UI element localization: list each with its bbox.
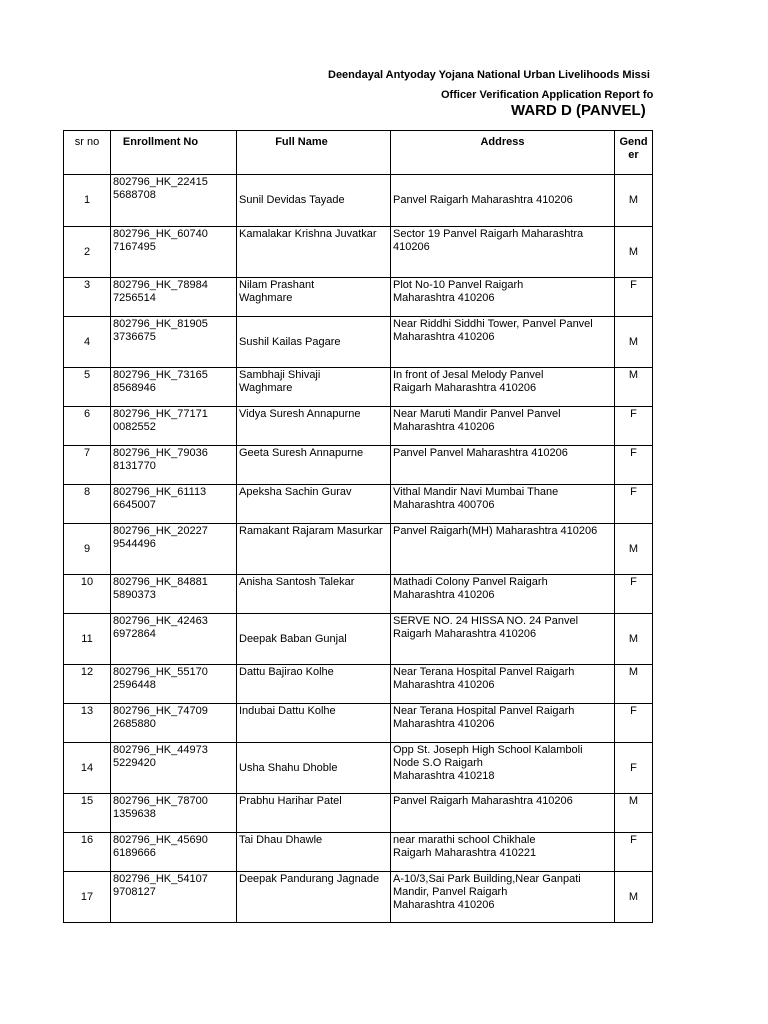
gender-cell: M: [615, 614, 653, 665]
table-row: [64, 833, 653, 872]
enrollment-no-cell: 802796_HK_81905 3736675: [111, 317, 237, 368]
enrollment-no-cell: 802796_HK_78984 7256514: [111, 278, 237, 317]
table-row: [64, 175, 653, 227]
gender-cell: F: [615, 278, 653, 317]
column-header-enrollment-no: Enrollment No: [111, 131, 237, 175]
sr-no-cell: 17: [64, 872, 111, 923]
table-row: [64, 317, 653, 368]
table-row: [64, 704, 653, 743]
ward-heading: WARD D (PANVEL): [511, 102, 646, 119]
full-name-cell: Dattu Bajirao Kolhe: [237, 665, 391, 704]
table-row: [64, 368, 653, 407]
full-name-cell: Deepak Baban Gunjal: [237, 614, 391, 665]
gender-cell: F: [615, 704, 653, 743]
address-cell: Near Riddhi Siddhi Tower, Panvel Panvel Maharashtra 410206: [391, 317, 615, 368]
full-name-cell: Geeta Suresh Annapurne: [237, 446, 391, 485]
enrollment-no-cell: 802796_HK_44973 5229420: [111, 743, 237, 794]
enrollment-no-cell: 802796_HK_54107 9708127: [111, 872, 237, 923]
enrollment-no-cell: 802796_HK_20227 9544496: [111, 524, 237, 575]
table-row: [64, 227, 653, 278]
gender-cell: M: [615, 175, 653, 227]
address-cell: Opp St. Joseph High School Kalamboli Node S.O Raigarh Maharashtra 410218: [391, 743, 615, 794]
full-name-cell: Apeksha Sachin Gurav: [237, 485, 391, 524]
address-cell: Mathadi Colony Panvel Raigarh Maharashtra 410206: [391, 575, 615, 614]
sr-no-cell: 4: [64, 317, 111, 368]
address-cell: Panvel Raigarh Maharashtra 410206: [391, 175, 615, 227]
column-header-gender: Gend er: [615, 131, 653, 175]
gender-cell: M: [615, 317, 653, 368]
address-cell: near marathi school Chikhale Raigarh Maharashtra 410221: [391, 833, 615, 872]
enrollment-no-cell: 802796_HK_61113 6645007: [111, 485, 237, 524]
table-row: [64, 407, 653, 446]
table-header-row: [64, 131, 653, 175]
sr-no-cell: 6: [64, 407, 111, 446]
address-cell: Vithal Mandir Navi Mumbai Thane Maharashtra 400706: [391, 485, 615, 524]
address-cell: Near Terana Hospital Panvel Raigarh Maharashtra 410206: [391, 704, 615, 743]
full-name-cell: Anisha Santosh Talekar: [237, 575, 391, 614]
gender-cell: M: [615, 665, 653, 704]
enrollment-no-cell: 802796_HK_74709 2685880: [111, 704, 237, 743]
full-name-cell: Usha Shahu Dhoble: [237, 743, 391, 794]
gender-cell: F: [615, 446, 653, 485]
report-subtitle: Officer Verification Application Report fo: [441, 89, 654, 101]
address-cell: A-10/3,Sai Park Building,Near Ganpati Mandir, Panvel Raigarh Maharashtra 410206: [391, 872, 615, 923]
column-header-sr-no: sr no: [64, 131, 111, 175]
sr-no-cell: 5: [64, 368, 111, 407]
enrollment-no-cell: 802796_HK_77171 0082552: [111, 407, 237, 446]
gender-cell: M: [615, 227, 653, 278]
sr-no-cell: 16: [64, 833, 111, 872]
sr-no-cell: 3: [64, 278, 111, 317]
sr-no-cell: 7: [64, 446, 111, 485]
sr-no-cell: 13: [64, 704, 111, 743]
gender-cell: F: [615, 743, 653, 794]
enrollment-no-cell: 802796_HK_84881 5890373: [111, 575, 237, 614]
full-name-cell: Kamalakar Krishna Juvatkar: [237, 227, 391, 278]
full-name-cell: Deepak Pandurang Jagnade: [237, 872, 391, 923]
sr-no-cell: 9: [64, 524, 111, 575]
full-name-cell: Vidya Suresh Annapurne: [237, 407, 391, 446]
enrollment-no-cell: 802796_HK_60740 7167495: [111, 227, 237, 278]
gender-cell: M: [615, 524, 653, 575]
address-cell: SERVE NO. 24 HISSA NO. 24 Panvel Raigarh Maharashtra 410206: [391, 614, 615, 665]
full-name-cell: Ramakant Rajaram Masurkar: [237, 524, 391, 575]
gender-cell: M: [615, 872, 653, 923]
gender-cell: F: [615, 407, 653, 446]
column-header-full-name: Full Name: [237, 131, 391, 175]
gender-cell: F: [615, 575, 653, 614]
table-row: [64, 446, 653, 485]
enrollment-no-cell: 802796_HK_22415 5688708: [111, 175, 237, 227]
enrollment-no-cell: 802796_HK_73165 8568946: [111, 368, 237, 407]
full-name-cell: Indubai Dattu Kolhe: [237, 704, 391, 743]
table-row: [64, 485, 653, 524]
sr-no-cell: 12: [64, 665, 111, 704]
enrollment-no-cell: 802796_HK_45690 6189666: [111, 833, 237, 872]
table-row: [64, 524, 653, 575]
enrollment-no-cell: 802796_HK_42463 6972864: [111, 614, 237, 665]
table-row: [64, 794, 653, 833]
table-row: [64, 575, 653, 614]
sr-no-cell: 10: [64, 575, 111, 614]
address-cell: In front of Jesal Melody Panvel Raigarh Maharashtra 410206: [391, 368, 615, 407]
address-cell: Plot No-10 Panvel Raigarh Maharashtra 410206: [391, 278, 615, 317]
full-name-cell: Prabhu Harihar Patel: [237, 794, 391, 833]
enrollment-no-cell: 802796_HK_79036 8131770: [111, 446, 237, 485]
full-name-cell: Tai Dhau Dhawle: [237, 833, 391, 872]
sr-no-cell: 15: [64, 794, 111, 833]
gender-cell: M: [615, 794, 653, 833]
address-cell: Panvel Panvel Maharashtra 410206: [391, 446, 615, 485]
gender-cell: F: [615, 485, 653, 524]
address-cell: Near Terana Hospital Panvel Raigarh Maharashtra 410206: [391, 665, 615, 704]
full-name-cell: Sushil Kailas Pagare: [237, 317, 391, 368]
table-row: [64, 665, 653, 704]
sr-no-cell: 14: [64, 743, 111, 794]
enrollment-no-cell: 802796_HK_55170 2596448: [111, 665, 237, 704]
sr-no-cell: 8: [64, 485, 111, 524]
gender-cell: F: [615, 833, 653, 872]
column-header-address: Address: [391, 131, 615, 175]
verification-table: [63, 130, 653, 923]
table-row: [64, 743, 653, 794]
enrollment-no-cell: 802796_HK_78700 1359638: [111, 794, 237, 833]
full-name-cell: Nilam Prashant Waghmare: [237, 278, 391, 317]
address-cell: Panvel Raigarh Maharashtra 410206: [391, 794, 615, 833]
sr-no-cell: 1: [64, 175, 111, 227]
full-name-cell: Sunil Devidas Tayade: [237, 175, 391, 227]
sr-no-cell: 2: [64, 227, 111, 278]
table-row: [64, 278, 653, 317]
address-cell: Panvel Raigarh(MH) Maharashtra 410206: [391, 524, 615, 575]
full-name-cell: Sambhaji Shivaji Waghmare: [237, 368, 391, 407]
gender-cell: M: [615, 368, 653, 407]
sr-no-cell: 11: [64, 614, 111, 665]
address-cell: Sector 19 Panvel Raigarh Maharashtra 410206: [391, 227, 615, 278]
address-cell: Near Maruti Mandir Panvel Panvel Maharashtra 410206: [391, 407, 615, 446]
table-row: [64, 614, 653, 665]
report-title: Deendayal Antyoday Yojana National Urban Livelihoods Missi: [328, 69, 650, 81]
table-row: [64, 872, 653, 923]
